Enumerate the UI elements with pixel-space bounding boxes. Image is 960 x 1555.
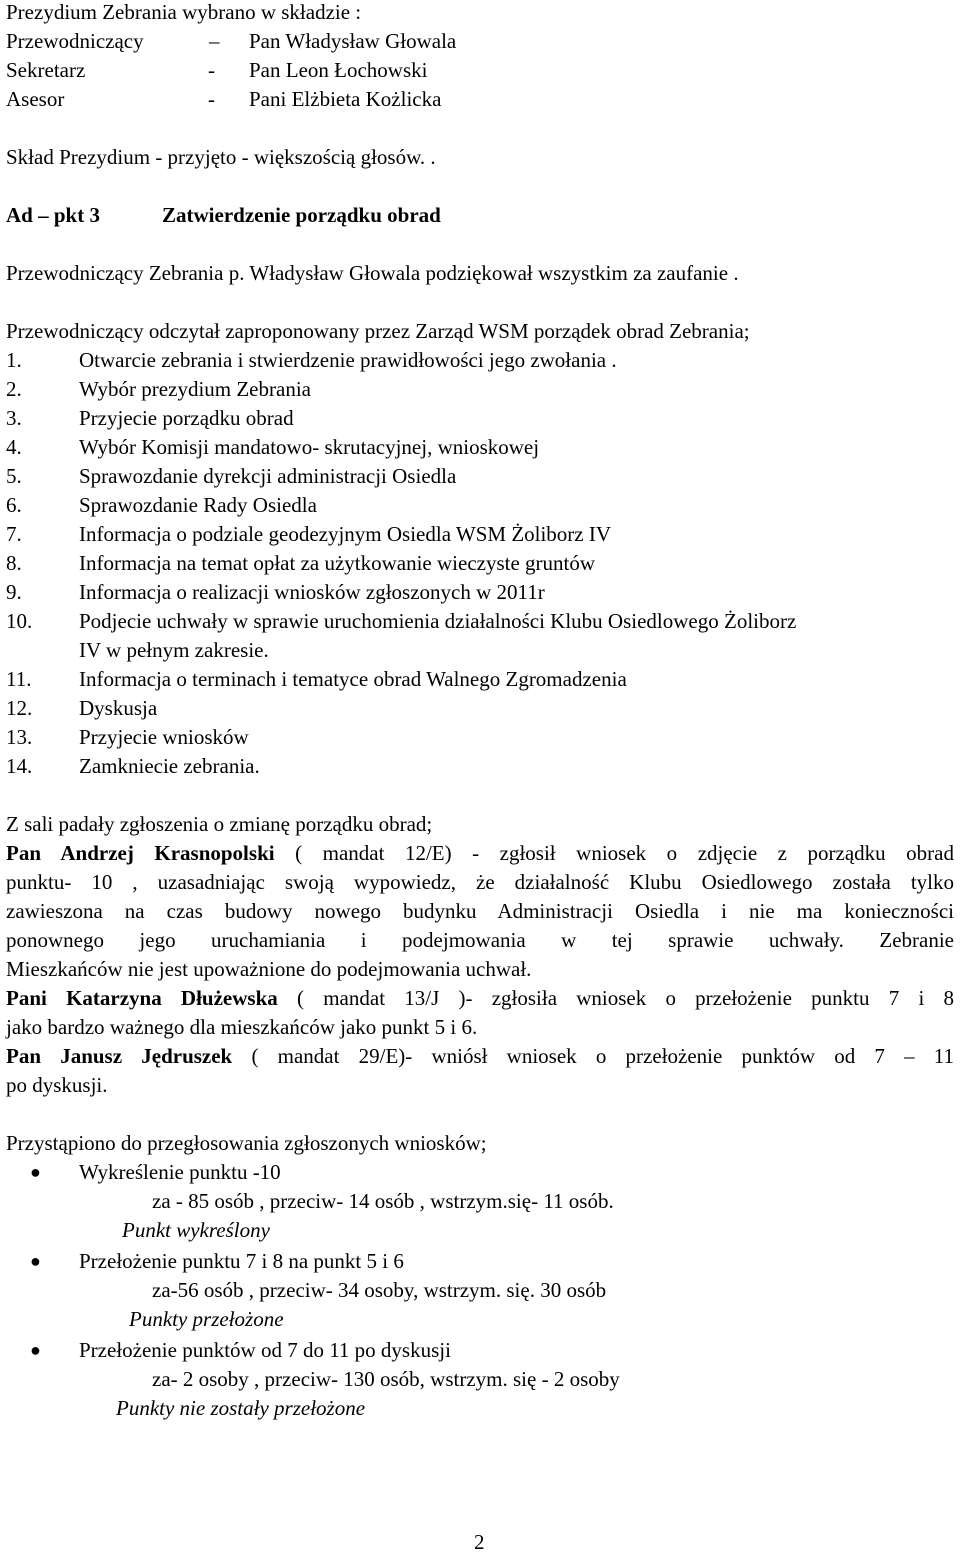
member-name: Pan Władysław Głowala (249, 29, 457, 53)
motion-1-line: punktu- 10 , uzasadniając swoją wypowiedz, że działalność Klubu Osiedlowego została tylko (6, 870, 954, 894)
page-number: 2 (474, 1530, 485, 1554)
agenda-item: 6. Sprawozdanie Rady Osiedla (6, 493, 317, 517)
motion-3-line: Pan Janusz Jędruszek ( mandat 29/E)- wniósł wniosek o przełożenie punktów od 7 – 11 (6, 1044, 954, 1068)
agenda-item: 1. Otwarcie zebrania i stwierdzenie prawidłowości jego zwołania . (6, 348, 617, 372)
vote-item-result: za-56 osób , przeciw- 34 osoby, wstrzym. się. 30 osób (152, 1278, 607, 1302)
vote-item-result: za- 2 osoby , przeciw- 130 osób, wstrzym. się - 2 osoby (152, 1367, 620, 1391)
motions-intro: Z sali padały zgłoszenia o zmianę porządku obrad; (6, 812, 433, 836)
motion-2-line: Pani Katarzyna Dłużewska ( mandat 13/J )- zgłosiła wniosek o przełożenie punktu 7 i 8 (6, 986, 955, 1010)
agenda-item: 5. Sprawozdanie dyrekcji administracji Osiedla (6, 464, 457, 488)
agenda-item: 14. Zamkniecie zebrania. (6, 754, 260, 778)
motion-1-line: zawieszona na czas budowy nowego budynku Administracji Osiedla i nie ma konieczności (6, 899, 954, 923)
section-heading (6, 203, 441, 227)
vote-item-result: za - 85 osób , przeciw- 14 osób , wstrzym.się- 11 osób. (152, 1189, 614, 1213)
bullet-icon: ● (30, 1340, 41, 1360)
presidium-member-chair (6, 29, 456, 53)
vote-item-title: Wykreślenie punktu -10 (79, 1160, 281, 1184)
member-role: Przewodniczący (6, 29, 144, 53)
speaker-name: Pani Katarzyna Dłużewska (6, 986, 278, 1010)
section-label: Ad – pkt 3 (6, 203, 100, 227)
motion-1-line: Mieszkańców nie jest upoważnione do podejmowania uchwał. (6, 957, 532, 981)
motion-1-line: ponownego jego uruchamiania i podejmowania w tej sprawie uchwały. Zebranie (6, 928, 954, 952)
agenda-item: 13. Przyjecie wniosków (6, 725, 249, 749)
vote-item-outcome: Punkty przełożone (129, 1307, 284, 1331)
section-title: Zatwierdzenie porządku obrad (162, 203, 441, 227)
presidium-header: Prezydium Zebrania wybrano w składzie : (6, 0, 362, 24)
agenda-item: 2. Wybór prezydium Zebrania (6, 377, 311, 401)
speaker-name: Pan Andrzej Krasnopolski (6, 841, 275, 865)
agenda-item: 8. Informacja na temat opłat za użytkowanie wieczyste gruntów (6, 551, 596, 575)
member-name: Pani Elżbieta Kożlicka (249, 87, 442, 111)
member-dash: - (208, 58, 215, 82)
voting-intro: Przystąpiono do przegłosowania zgłoszonych wniosków; (6, 1131, 487, 1155)
vote-item-title: Przełożenie punktu 7 i 8 na punkt 5 i 6 (79, 1249, 404, 1273)
motion-1-line: Pan Andrzej Krasnopolski ( mandat 12/E) - zgłosił wniosek o zdjęcie z porządku obrad (6, 841, 954, 865)
bullet-icon: ● (30, 1251, 41, 1271)
member-role: Asesor (6, 87, 65, 111)
agenda-item: 11. Informacja o terminach i tematyce obrad Walnego Zgromadzenia (6, 667, 627, 691)
agenda-item-continuation: IV w pełnym zakresie. (79, 638, 269, 662)
bullet-icon: ● (30, 1162, 41, 1182)
motion-2-line: jako bardzo ważnego dla mieszkańców jako punkt 5 i 6. (6, 1015, 478, 1039)
presidium-vote: Skład Prezydium - przyjęto - większością głosów. . (6, 145, 436, 169)
vote-item-outcome: Punkty nie zostały przełożone (116, 1396, 366, 1420)
presidium-member-assessor (6, 87, 441, 111)
motion-3-line: po dyskusji. (6, 1073, 108, 1097)
member-dash: - (208, 87, 215, 111)
agenda-item: 12. Dyskusja (6, 696, 158, 720)
vote-item-outcome: Punkt wykreślony (122, 1218, 270, 1242)
agenda-item: 7. Informacja o podziale geodezyjnym Osiedla WSM Żoliborz IV (6, 522, 612, 546)
vote-item-title: Przełożenie punktów od 7 do 11 po dyskusji (79, 1338, 451, 1362)
agenda-item: 10. Podjecie uchwały w sprawie uruchomienia działalności Klubu Osiedlowego Żoliborz (6, 609, 797, 633)
member-name: Pan Leon Łochowski (249, 58, 428, 82)
member-dash: – (209, 29, 220, 53)
member-role: Sekretarz (6, 58, 86, 82)
agenda-item: 9. Informacja o realizacji wniosków zgłoszonych w 2011r (6, 580, 545, 604)
agenda-intro: Przewodniczący odczytał zaproponowany przez Zarząd WSM porządek obrad Zebrania; (6, 319, 750, 343)
agenda-item: 4. Wybór Komisji mandatowo- skrutacyjnej, wnioskowej (6, 435, 540, 459)
presidium-member-secretary (6, 58, 427, 82)
agenda-item: 3. Przyjecie porządku obrad (6, 406, 294, 430)
chair-thanks: Przewodniczący Zebrania p. Władysław Głowala podziękował wszystkim za zaufanie . (6, 261, 739, 285)
speaker-name: Pan Janusz Jędruszek (6, 1044, 233, 1068)
